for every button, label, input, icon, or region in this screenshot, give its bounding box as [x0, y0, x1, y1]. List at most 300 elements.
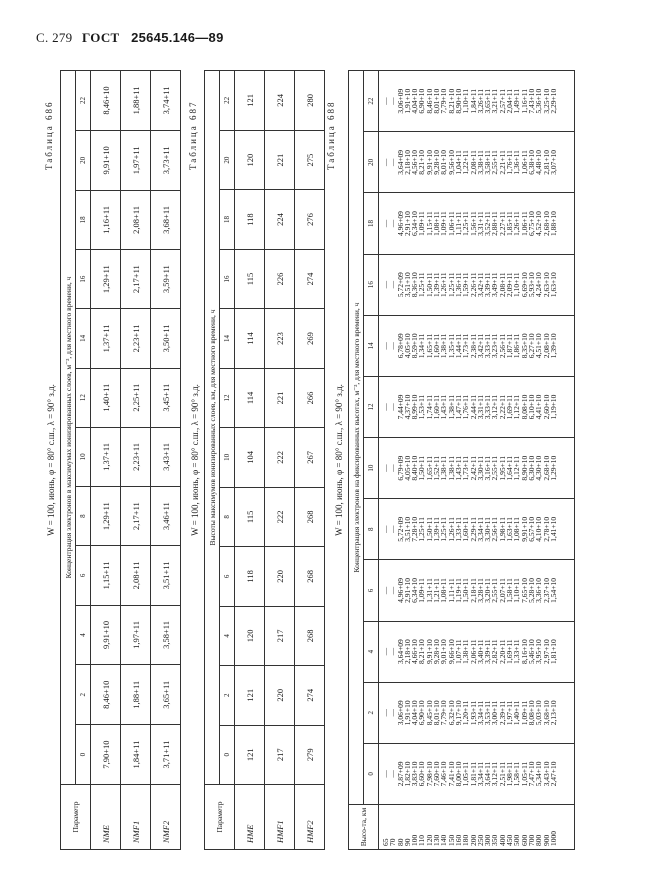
value-cell: 8,01+10	[432, 700, 442, 726]
value-cell: 7,79+10	[439, 700, 449, 726]
height-value: 700	[526, 834, 536, 846]
value-cell: 3,64+09	[395, 149, 405, 175]
value-cell: —	[388, 342, 398, 350]
height-value: 250	[475, 834, 485, 846]
value-cell: 2,55+11	[490, 455, 500, 481]
value-cell: 8,90+10	[519, 455, 529, 481]
value-cell: 1,43+11	[439, 394, 449, 420]
value-cell: 3,43+11	[151, 427, 181, 486]
value-cell: 3,20+11	[483, 578, 493, 603]
table-row	[121, 71, 151, 850]
value-column	[379, 499, 575, 560]
value-cell: 118	[235, 547, 265, 606]
value-cell: 3,39+11	[483, 272, 493, 297]
value-cell: 2,06+11	[468, 639, 478, 664]
value-cell: 268	[295, 547, 325, 606]
value-cell: 1,93+11	[468, 700, 478, 726]
value-cell: 6,34+10	[410, 211, 420, 236]
value-cell: 1,29+11	[91, 250, 121, 309]
value-cell: 1,19+11	[453, 578, 463, 603]
value-cell: 8,00+10	[453, 761, 463, 787]
value-cell: 1,98+11	[497, 517, 507, 542]
value-cell: 9,91+10	[424, 639, 434, 665]
value-cell: 1,16+11	[91, 190, 121, 249]
value-cell: 2,23+11	[121, 427, 151, 486]
value-cell: 2,88+11	[490, 211, 500, 236]
height-value: 300	[483, 834, 493, 846]
value-cell: 2,21+11	[497, 150, 507, 175]
hour-header: 10	[220, 428, 235, 487]
value-cell: 1,36+11	[453, 272, 463, 297]
height-value: 80	[395, 838, 405, 846]
value-cell: 3,42+11	[475, 333, 485, 359]
value-cell: 6,27+10	[526, 333, 536, 359]
value-cell: 4,04+10	[410, 700, 420, 726]
value-cell: 3,50+11	[151, 309, 181, 368]
value-cell: 1,81+10	[548, 639, 558, 665]
value-cell: 2,38+11	[468, 333, 478, 359]
value-column	[379, 376, 575, 437]
value-column	[379, 254, 575, 315]
value-cell: 2,27+11	[497, 211, 507, 236]
hour-header: 4	[76, 605, 91, 665]
value-cell: 6,90+10	[417, 88, 427, 114]
value-cell: 6,79+09	[395, 455, 405, 481]
value-cell: 1,15+11	[424, 211, 434, 236]
value-cell: 114	[235, 368, 265, 427]
value-cell: 6,34+10	[410, 578, 420, 603]
hour-header: 0	[220, 725, 235, 784]
value-cell: 1,37+11	[91, 309, 121, 368]
value-cell: 1,05+11	[519, 761, 529, 787]
value-cell: 3,53+11	[483, 700, 493, 726]
height-value: 130	[432, 834, 442, 846]
value-cell: 7,60+10	[432, 761, 442, 787]
value-cell: 3,43+10	[541, 761, 551, 787]
value-cell: —	[388, 97, 398, 105]
value-cell: 1,88+11	[121, 71, 151, 131]
value-cell: 2,26+11	[468, 272, 478, 297]
table-688-label: Таблица 688	[326, 100, 336, 170]
value-cell: 2,04+11	[505, 88, 515, 114]
value-cell: 4,48+10	[534, 149, 544, 175]
value-cell: 3,31+11	[475, 394, 485, 420]
value-cell: 1,44+11	[453, 333, 463, 359]
value-cell: 1,25+11	[446, 272, 456, 297]
value-cell: 7,28+10	[410, 516, 420, 542]
value-cell: 1,97+11	[121, 130, 151, 190]
value-cell: 4,10+10	[534, 516, 544, 542]
value-cell: 1,60+11	[461, 517, 471, 542]
value-cell: 1,82+10	[402, 761, 412, 787]
height-value: 1000	[548, 831, 558, 846]
value-cell: 1,21+11	[432, 578, 442, 603]
value-cell: 1,09+11	[417, 211, 427, 236]
page-number: С. 279	[36, 30, 73, 45]
value-cell: 1,58+11	[505, 578, 515, 603]
value-cell: 1,60+11	[432, 394, 442, 420]
value-cell: 1,25+11	[439, 517, 449, 542]
hour-header: 12	[364, 376, 379, 437]
value-cell: 1,29+11	[91, 487, 121, 546]
value-column	[379, 315, 575, 376]
value-cell: 2,55+11	[490, 150, 500, 175]
value-cell: 1,26+11	[512, 211, 522, 236]
value-cell: 3,30+11	[475, 455, 485, 481]
value-cell: 6,75+10	[526, 211, 536, 236]
hour-header: 6	[364, 560, 379, 621]
value-cell: 1,50+11	[424, 272, 434, 297]
value-cell: 8,46+10	[91, 665, 121, 725]
value-cell: 3,46+11	[151, 487, 181, 546]
value-cell: 2,42+11	[468, 455, 478, 481]
value-cell: 121	[235, 666, 265, 725]
value-cell: 1,29+10	[548, 455, 558, 481]
value-cell: 8,46+10	[91, 71, 121, 131]
value-cell: 8,21+10	[417, 639, 427, 665]
value-cell: 1,97+11	[121, 605, 151, 665]
value-cell: 4,05+10	[402, 333, 412, 359]
value-cell: 3,58+11	[483, 150, 493, 175]
param-header: Параметр	[61, 785, 91, 850]
value-cell: 1,64+11	[505, 455, 515, 481]
value-cell: 2,08+11	[121, 546, 151, 605]
value-cell: —	[381, 158, 390, 167]
value-cell: 1,06+11	[519, 211, 529, 236]
value-cell: 3,45+11	[151, 368, 181, 427]
value-cell: 268	[295, 487, 325, 546]
value-cell: 2,17+11	[121, 487, 151, 546]
height-value: 100	[410, 834, 420, 846]
value-cell: 1,63+10	[548, 272, 558, 298]
value-cell: 2,17+11	[121, 250, 151, 309]
value-cell: 6,90+10	[417, 700, 427, 726]
value-cell: 1,69+11	[505, 639, 515, 664]
hour-header: 16	[76, 250, 91, 309]
value-cell: 2,20+11	[497, 639, 507, 664]
value-cell: —	[388, 647, 398, 656]
height-value: 400	[497, 834, 507, 846]
value-cell: 1,08+11	[512, 517, 522, 542]
value-cell: 1,10+11	[512, 272, 522, 297]
value-cell: 2,51+11	[497, 761, 507, 787]
value-cell: 1,76+11	[505, 150, 515, 175]
value-cell: 7,46+10	[439, 761, 449, 787]
value-column	[379, 682, 575, 743]
value-cell: —	[381, 280, 390, 289]
value-cell: 5,72+09	[395, 272, 405, 298]
height-value: 500	[512, 834, 522, 846]
value-cell: 6,60+10	[417, 761, 427, 787]
height-value: 200	[468, 834, 478, 846]
value-cell: 2,97+10	[541, 639, 551, 665]
value-cell: 220	[265, 666, 295, 725]
value-cell: 3,34+11	[475, 517, 485, 542]
value-cell: 1,98+11	[505, 761, 515, 787]
value-cell: —	[388, 158, 398, 167]
value-column	[379, 560, 575, 621]
value-cell: 1,86+11	[512, 333, 522, 359]
value-cell: 6,30+10	[526, 455, 536, 481]
value-cell: 3,33+11	[483, 333, 493, 359]
hour-header: 20	[364, 132, 379, 193]
value-column	[379, 132, 575, 193]
value-cell: 1,97+11	[505, 700, 515, 726]
value-cell: 4,66+10	[410, 639, 420, 665]
value-cell: 2,82+11	[490, 639, 500, 664]
value-cell: 3,95+10	[534, 639, 544, 665]
value-cell: —	[381, 403, 390, 411]
value-cell: 226	[265, 249, 295, 308]
value-cell: 5,72+09	[395, 516, 405, 542]
value-cell: 1,25+11	[461, 211, 471, 236]
gost-label: ГОСТ	[82, 30, 120, 45]
table-686-subtitle: Концентрация электронов в максимумах ионизированных слоев, м⁻³, для местного времени, ч	[61, 71, 76, 785]
value-cell: 8,90+10	[453, 88, 463, 114]
value-cell: —	[388, 709, 398, 717]
value-cell: 9,91+10	[519, 516, 529, 542]
value-cell: 268	[295, 606, 325, 665]
value-cell: 8,59+10	[410, 333, 420, 359]
hour-header: 2	[76, 665, 91, 725]
value-cell: 1,10+11	[461, 88, 471, 114]
value-cell: 3,16+11	[483, 455, 493, 481]
value-cell: 7,65+10	[519, 578, 529, 603]
hour-header: 6	[220, 547, 235, 606]
value-cell: 121	[235, 71, 265, 131]
hour-header: 0	[364, 743, 379, 804]
height-value: 450	[505, 834, 515, 846]
table-688	[348, 70, 575, 850]
table-687-title: W = 100, июнь, φ = 80° с.ш., λ = 90° з.д.	[190, 384, 200, 536]
value-cell: 4,24+10	[534, 272, 544, 298]
value-cell: 1,50+11	[424, 517, 434, 542]
value-cell: 2,37+10	[541, 578, 551, 603]
value-cell: 1,91+10	[402, 88, 412, 114]
hour-header: 4	[220, 606, 235, 665]
value-cell: 3,68+11	[151, 190, 181, 249]
value-cell: 2,55+11	[490, 578, 500, 603]
value-cell: 222	[265, 428, 295, 487]
value-cell: 3,30+11	[483, 517, 493, 542]
value-cell: 1,95+11	[497, 455, 507, 481]
value-cell: 1,49+11	[512, 88, 522, 114]
value-cell: —	[381, 342, 390, 350]
value-cell: 2,18+11	[468, 578, 478, 603]
value-cell: 1,69+11	[505, 394, 515, 420]
value-cell: 1,84+11	[121, 725, 151, 785]
value-cell: 7,79+10	[439, 88, 449, 114]
hour-header: 12	[76, 368, 91, 427]
value-cell: 1,19+10	[548, 394, 558, 420]
value-cell: 1,09+11	[417, 578, 427, 603]
value-cell: 4,05+10	[402, 455, 412, 481]
value-cell: —	[388, 280, 398, 289]
param-name: NME	[91, 785, 121, 850]
value-cell: 2,29+10	[548, 88, 558, 114]
value-cell: 1,08+11	[432, 211, 442, 236]
value-cell: 1,15+11	[91, 546, 121, 605]
value-cell: 1,31+11	[424, 578, 434, 603]
value-cell: 1,38+11	[439, 455, 449, 481]
value-cell: —	[381, 219, 390, 228]
value-cell: 120	[235, 130, 265, 189]
value-cell: 9,66+10	[446, 639, 456, 665]
value-cell: 3,12+11	[490, 761, 500, 787]
hour-header: 22	[364, 71, 379, 132]
value-cell: 2,57+11	[497, 88, 507, 114]
value-cell: 8,08+10	[526, 700, 536, 726]
value-cell: 1,10+11	[512, 578, 522, 603]
value-cell: 267	[295, 428, 325, 487]
value-cell: 217	[265, 725, 295, 784]
value-cell: 2,09+11	[505, 272, 515, 297]
value-cell: 224	[265, 190, 295, 249]
height-value: 70	[388, 838, 398, 846]
value-cell: 2,47+10	[548, 761, 558, 787]
height-value: 900	[541, 834, 551, 846]
value-cell: 2,18+10	[402, 639, 412, 665]
value-cell: 1,38+11	[461, 639, 471, 664]
value-cell: 1,08+11	[439, 578, 449, 603]
value-cell: 223	[265, 309, 295, 368]
table-687	[204, 70, 325, 850]
value-cell: 1,22+11	[461, 150, 471, 175]
value-cell: 6,78+09	[395, 333, 405, 359]
value-column	[379, 621, 575, 682]
value-cell: 1,25+11	[417, 517, 427, 542]
height-value: 350	[490, 834, 500, 846]
value-cell: 2,81+10	[541, 149, 551, 175]
param-name: NMF1	[121, 785, 151, 850]
value-cell: 1,06+11	[446, 211, 456, 236]
value-cell: 220	[265, 547, 295, 606]
hour-header: 2	[364, 682, 379, 743]
value-cell: 2,08+10	[541, 333, 551, 359]
hour-header: 14	[76, 309, 91, 368]
value-cell: 121	[235, 725, 265, 784]
value-cell: 1,53+11	[417, 394, 427, 420]
value-cell: 4,96+09	[395, 578, 405, 603]
height-value: 180	[461, 834, 471, 846]
height-value: 600	[519, 834, 529, 846]
value-cell: 3,07+10	[548, 149, 558, 175]
value-cell: 2,60+10	[541, 394, 551, 420]
hour-header: 14	[364, 315, 379, 376]
value-cell: 1,33+11	[453, 517, 463, 542]
param-name: HMF1	[265, 785, 295, 850]
value-cell: 1,07+11	[453, 639, 463, 664]
value-cell: 1,65+11	[424, 455, 434, 481]
param-header: Параметр	[205, 785, 235, 850]
value-cell: 1,16+11	[519, 88, 529, 114]
value-cell: 1,38+11	[446, 455, 456, 481]
table-687-label: Таблица 687	[188, 100, 198, 170]
value-cell: 2,63+10	[541, 272, 551, 298]
value-cell: 1,34+11	[417, 333, 427, 359]
value-cell: 3,52+11	[483, 211, 493, 236]
param-name: HME	[235, 785, 265, 850]
value-cell: 8,08+10	[519, 394, 529, 420]
value-cell: 8,21+10	[417, 149, 427, 175]
value-cell: 6,38+10	[526, 149, 536, 175]
value-cell: 3,65+11	[483, 88, 493, 114]
value-cell: 8,21+10	[446, 88, 456, 114]
value-cell: 2,08+11	[121, 190, 151, 249]
value-cell: 3,51+10	[402, 516, 412, 542]
value-cell: 3,68+10	[541, 700, 551, 726]
value-cell: 7,98+10	[424, 761, 434, 787]
value-cell: 5,36+10	[534, 88, 544, 114]
value-cell: 3,40+11	[475, 639, 485, 664]
value-cell: —	[388, 770, 398, 778]
value-cell: 1,39+10	[548, 333, 558, 359]
value-cell: 3,00+11	[490, 700, 500, 726]
value-cell: 3,49+11	[490, 272, 500, 297]
hour-header: 10	[364, 438, 379, 499]
hour-header: 22	[76, 71, 91, 131]
value-cell: 2,23+11	[121, 309, 151, 368]
value-cell: —	[381, 525, 390, 534]
value-cell: 9,91+10	[91, 130, 121, 190]
value-cell: 1,26+11	[446, 517, 456, 542]
height-value: 150	[446, 834, 456, 846]
value-cell: 3,25+10	[541, 88, 551, 114]
value-cell: 3,73+11	[151, 130, 181, 190]
value-cell: 3,38+11	[475, 150, 485, 175]
hour-header: 4	[364, 621, 379, 682]
value-cell: —	[388, 403, 398, 411]
value-cell: 2,29+11	[468, 517, 478, 542]
table-row	[151, 71, 181, 850]
value-cell: 1,63+11	[505, 517, 515, 542]
value-cell: 1,41+10	[548, 516, 558, 542]
value-cell: 1,12+11	[512, 394, 522, 420]
value-cell: 2,87+09	[395, 761, 405, 787]
value-cell: —	[381, 97, 390, 105]
value-cell: 217	[265, 606, 295, 665]
value-cell: 276	[295, 190, 325, 249]
value-cell: 8,16+10	[519, 639, 529, 665]
value-cell: 1,40+11	[512, 700, 522, 726]
hour-header: 2	[220, 666, 235, 725]
value-cell: 279	[295, 725, 325, 784]
hour-header: 14	[220, 309, 235, 368]
value-cell: 7,90+10	[91, 725, 121, 785]
value-cell: 274	[295, 249, 325, 308]
table-686-label: Таблица 686	[44, 100, 54, 170]
value-cell: 3,39+11	[483, 639, 493, 664]
value-cell: 3,21+11	[490, 88, 500, 114]
hour-header: 10	[76, 427, 91, 486]
value-cell: 3,06+09	[395, 700, 405, 726]
standard-number: 25645.146—89	[131, 30, 224, 45]
value-cell: 115	[235, 487, 265, 546]
value-cell: 2,39+11	[497, 700, 507, 726]
value-cell: 2,56+11	[497, 333, 507, 359]
value-cell: 3,06+09	[395, 88, 405, 114]
hour-header: 8	[364, 499, 379, 560]
value-cell: 269	[295, 309, 325, 368]
value-cell: 3,51+11	[151, 546, 181, 605]
value-cell: —	[381, 464, 390, 472]
value-cell: 1,43+11	[453, 455, 463, 481]
value-cell: 114	[235, 309, 265, 368]
value-cell: 3,42+11	[475, 272, 485, 297]
value-column	[379, 71, 575, 132]
value-cell: 1,37+11	[91, 427, 121, 486]
value-cell: 1,11+11	[446, 578, 456, 603]
